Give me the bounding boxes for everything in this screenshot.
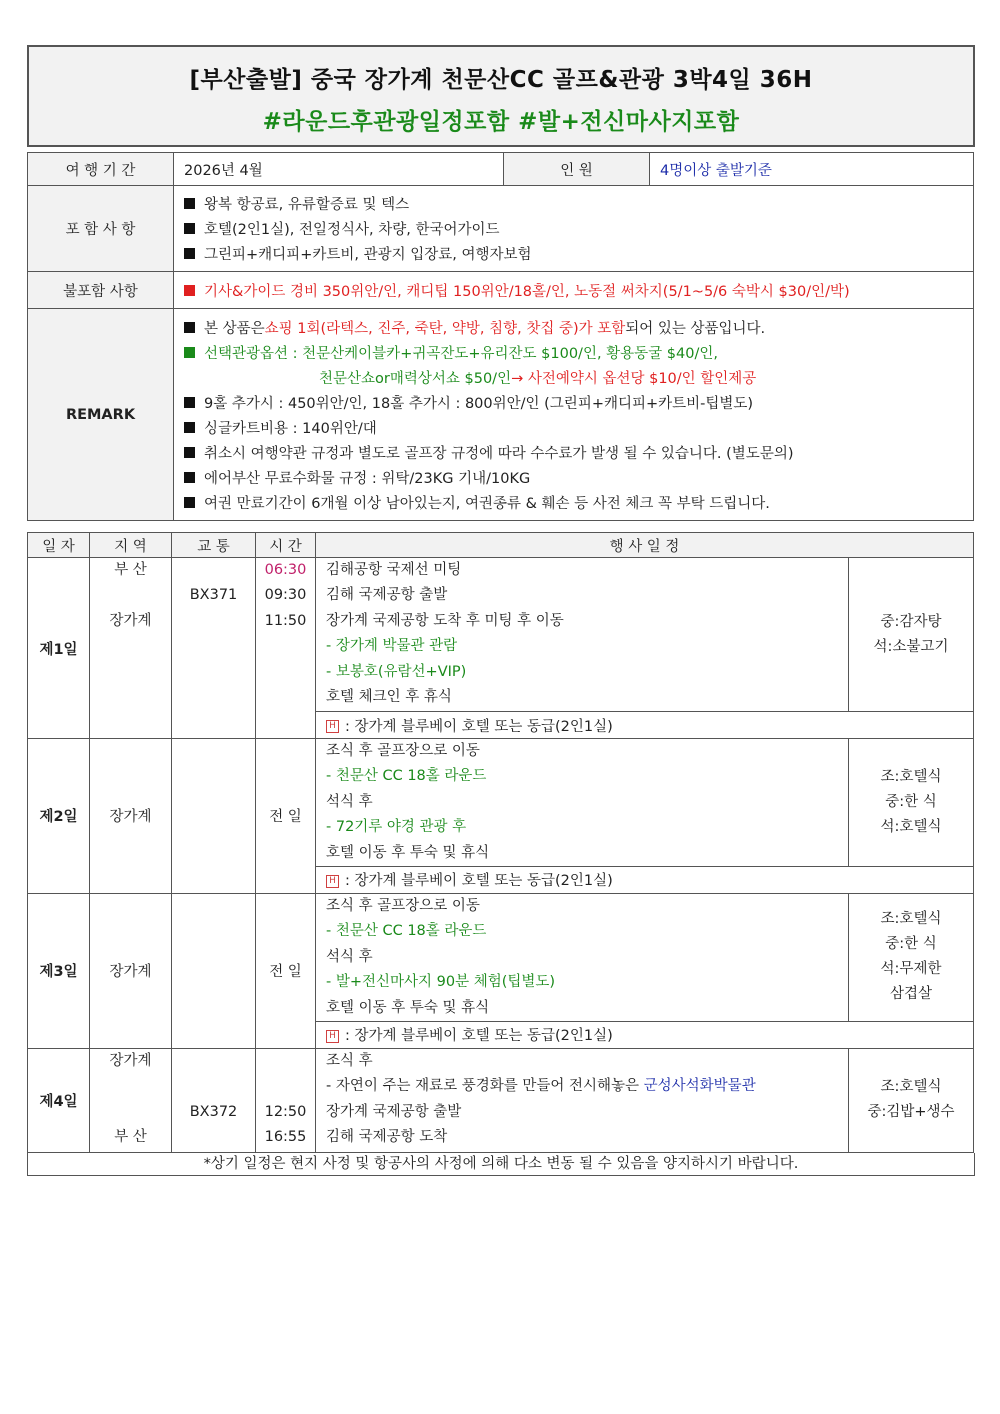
bullet-icon — [184, 422, 195, 433]
col-header-transport: 교 통 — [172, 533, 256, 558]
day-region: 장가계 — [90, 893, 172, 1048]
remark-item: 싱글카트비용 : 140위안/대 — [184, 415, 973, 440]
bullet-icon — [184, 285, 195, 296]
include-item: 그린피+캐디피+카트비, 관광지 입장료, 여행자보험 — [184, 241, 973, 266]
day-hotel: H : 장가계 블루베이 호텔 또는 동급(2인1실) — [316, 866, 974, 893]
page-title: [부산출발] 중국 장가계 천문산CC 골프&관광 3박4일 36H — [189, 67, 813, 93]
page-subtitle: #라운드후관광일정포함 #발+전신마사지포함 — [262, 109, 740, 135]
include-label: 포 함 사 항 — [28, 186, 174, 272]
hotel-icon: H — [326, 720, 339, 733]
bullet-icon — [184, 248, 195, 259]
bullet-icon — [184, 472, 195, 483]
col-header-day: 일 자 — [28, 533, 90, 558]
bullet-icon — [184, 497, 195, 508]
people-value: 4명이상 출발기준 — [650, 153, 974, 186]
day-label: 제1일 — [28, 558, 90, 739]
day-activities: 김해공항 국제선 미팅 김해 국제공항 출발 장가계 국제공항 도착 후 미팅 후 이동 - 장가계 박물관 관람 - 보봉호(유람선+VIP) 호텔 체크인 후 휴식 — [316, 558, 849, 712]
exclude-label: 불포함 사항 — [28, 272, 174, 309]
remark-item: 선택관광옵션 : 천문산케이블카+귀곡잔도+유리잔도 $100/인, 황용동굴 $40/인, — [184, 340, 973, 365]
day-meals: 중:감자탕 석:소불고기 — [849, 558, 974, 712]
day-time: 06:30 09:30 11:50 — [256, 558, 316, 739]
day-time: 전 일 — [256, 893, 316, 1048]
hotel-icon: H — [326, 875, 339, 888]
title-box — [27, 45, 975, 147]
exclude-item: 기사&가이드 경비 350위안/인, 캐디팁 150위안/18홀/인, 노동절 써차지(5/1~5/6 숙박시 $30/인/박) — [174, 272, 974, 309]
remark-item: 본 상품은 쇼핑 1회(라텍스, 진주, 죽탄, 약방, 침향, 찻집 중)가 포함 되어 있는 상품입니다. — [184, 315, 973, 340]
day-label: 제2일 — [28, 739, 90, 894]
col-header-time: 시 간 — [256, 533, 316, 558]
hotel-icon: H — [326, 1030, 339, 1043]
period-value: 2026년 4월 — [174, 153, 504, 186]
include-item: 호텔(2인1실), 전일정식사, 차량, 한국어가이드 — [184, 216, 973, 241]
footnote: *상기 일정은 현지 사정 및 항공사의 사정에 의해 다소 변동 될 수 있음을 양지하시기 바랍니다. — [27, 1153, 975, 1176]
day-meals: 조:호텔식 중:김밥+생수 — [849, 1048, 974, 1152]
day-region: 장가계 부 산 — [90, 1048, 172, 1152]
day-region: 장가계 — [90, 739, 172, 894]
day-transport: BX371 — [172, 558, 256, 739]
day-activities: 조식 후 - 자연이 주는 재료로 풍경화를 만들어 전시해놓은 군성사석화박물관 장가계 국제공항 출발 김해 국제공항 도착 — [316, 1048, 849, 1152]
remark-item: 취소시 여행약관 규정과 별도로 골프장 규정에 따라 수수료가 발생 될 수 있습니다. (별도문의) — [184, 440, 973, 465]
day-region: 부 산 장가계 — [90, 558, 172, 739]
remark-list — [174, 309, 974, 521]
bullet-icon — [184, 198, 195, 209]
day-meals: 조:호텔식 중:한 식 석:무제한 삼겹살 — [849, 893, 974, 1021]
remark-item: 9홀 추가시 : 450위안/인, 18홀 추가시 : 800위안/인 (그린피+캐디피+카트비-팁별도) — [184, 390, 973, 415]
remark-item: 천문산쇼or매력상서쇼 $50/인 → 사전예약시 옵션당 $10/인 할인제공 — [319, 370, 757, 387]
day-meals: 조:호텔식 중:한 식 석:호텔식 — [849, 739, 974, 867]
col-header-region: 지 역 — [90, 533, 172, 558]
bullet-icon — [184, 223, 195, 234]
bullet-icon — [184, 347, 195, 358]
remark-item: 에어부산 무료수화물 규정 : 위탁/23KG 기내/10KG — [184, 465, 973, 490]
day-activities: 조식 후 골프장으로 이동 - 천문산 CC 18홀 라운드 석식 후 - 발+전신마사지 90분 체험(팁별도) 호텔 이동 후 투숙 및 휴식 — [316, 893, 849, 1021]
remark-label: REMARK — [28, 309, 174, 521]
day-label: 제4일 — [28, 1048, 90, 1152]
schedule-table — [27, 532, 974, 1153]
day-transport — [172, 893, 256, 1048]
day-label: 제3일 — [28, 893, 90, 1048]
bullet-icon — [184, 397, 195, 408]
day-time: 12:50 16:55 — [256, 1048, 316, 1152]
col-header-activity: 행 사 일 정 — [316, 533, 974, 558]
remark-item: 여권 만료기간이 6개월 이상 남아있는지, 여권종류 & 훼손 등 사전 체크 꼭 부탁 드립니다. — [184, 490, 973, 515]
bullet-icon — [184, 322, 195, 333]
day-hotel: H : 장가계 블루베이 호텔 또는 동급(2인1실) — [316, 1021, 974, 1048]
people-label: 인 원 — [504, 153, 650, 186]
day-time: 전 일 — [256, 739, 316, 894]
bullet-icon — [184, 447, 195, 458]
day-hotel: H : 장가계 블루베이 호텔 또는 동급(2인1실) — [316, 712, 974, 739]
day-activities: 조식 후 골프장으로 이동 - 천문산 CC 18홀 라운드 석식 후 - 72기루 야경 관광 후 호텔 이동 후 투숙 및 휴식 — [316, 739, 849, 867]
include-item: 왕복 항공료, 유류할증료 및 텍스 — [184, 191, 973, 216]
day-transport — [172, 739, 256, 894]
day-transport: BX372 — [172, 1048, 256, 1152]
info-table — [27, 152, 974, 521]
include-list — [174, 186, 974, 272]
period-label: 여 행 기 간 — [28, 153, 174, 186]
